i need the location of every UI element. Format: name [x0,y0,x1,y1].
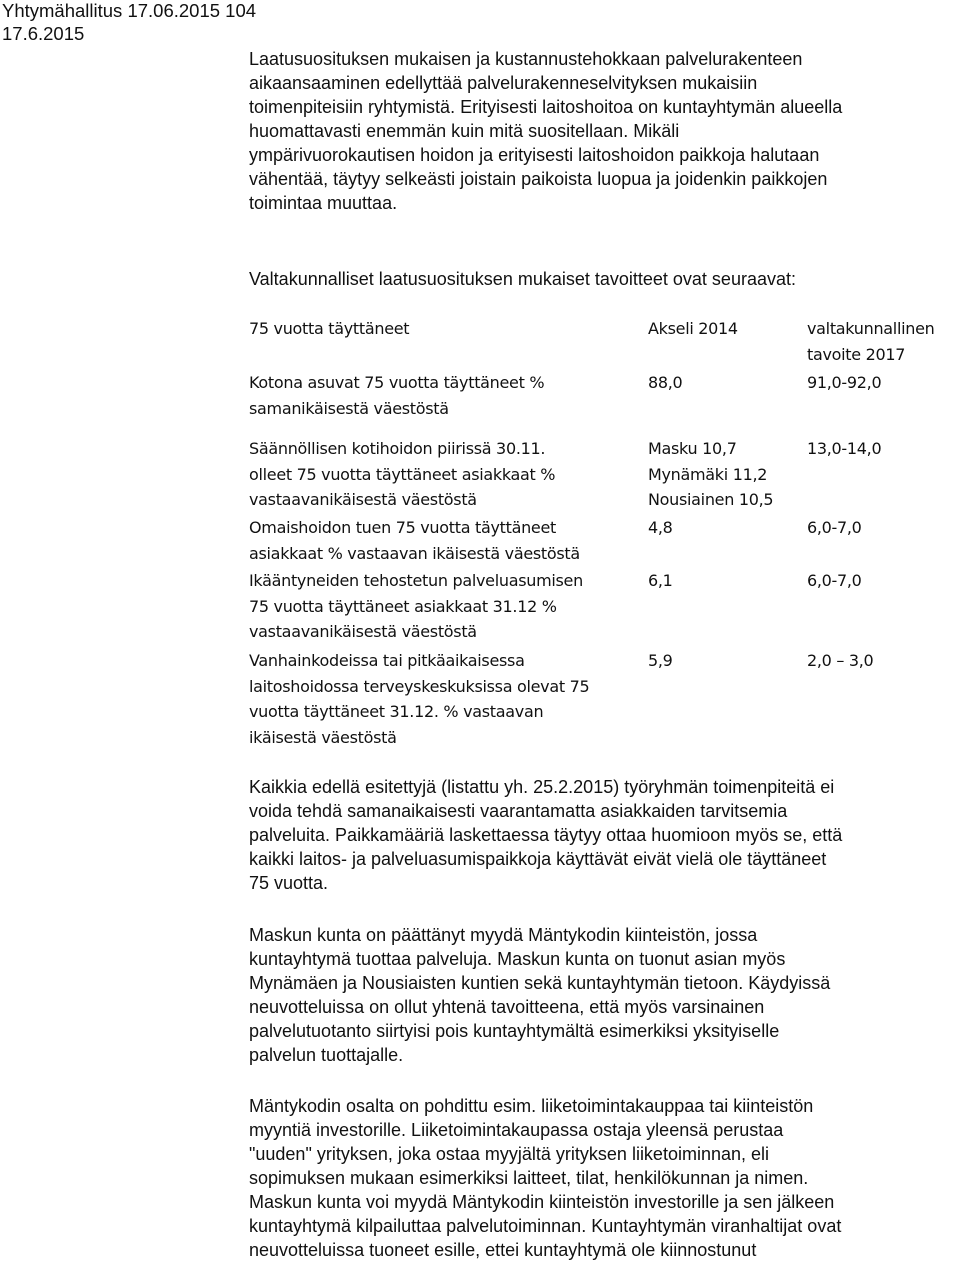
table-cell-label [249,436,555,513]
cell-line: 88,0 [648,373,683,392]
cell-line: vuotta täyttäneet 31.12. % vastaavan [249,702,544,721]
mantykoti-paragraph [249,1094,954,1262]
cell-line: tavoite 2017 [807,344,906,364]
text-line: palvelun tuottajalle. [249,1045,404,1065]
cell-line: 75 vuotta täyttäneet asiakkaat 31.12 % [249,596,557,616]
text-line: Maskun kunta voi myydä Mäntykodin kiinteistön investorille ja sen jälkeen [249,1192,835,1212]
text-line: Maskun kunta on päättänyt myydä Mäntykodin kiinteistön, jossa [249,925,758,945]
table-cell-label [249,370,544,421]
table-header-cell [807,316,934,367]
cell-line: 13,0-14,0 [807,439,882,458]
table-cell-akseli [648,648,673,674]
cell-line: 6,0-7,0 [807,571,862,590]
cell-line: Mynämäki 11,2 [648,464,768,484]
text-line: voida tehdä samanaikaisesti vaarantamatta asiakkaiden tarvitsemia [249,801,788,821]
text-line: neuvotteluissa on ollut yhtenä tavoitteena, että myös varsinainen [249,997,765,1017]
cell-line: Kotona asuvat 75 vuotta täyttäneet % [249,373,545,392]
text-line: palveluita. Paikkamääriä laskettaessa täytyy ottaa huomioon myös se, että [249,825,843,845]
text-line: 75 vuotta. [249,873,329,893]
text-line: Mynämäen ja Nousiaisten kuntien sekä kuntayhtymän tietoon. Käydyissä [249,973,831,993]
targets-intro-paragraph [249,267,954,291]
text-line: Valtakunnalliset laatusuosituksen mukaiset tavoitteet ovat seuraavat: [249,269,796,289]
text-line: Mäntykodin osalta on pohdittu esim. liiketoimintakauppaa tai kiinteistön [249,1096,814,1116]
table-cell-target [807,515,862,541]
text-line: palvelutuotanto siirtyisi pois kuntayhtymältä esimerkiksi yksityiselle [249,1021,780,1041]
table-cell-target [807,648,873,674]
document-header-title: Yhtymähallitus 17.06.2015 104 [2,0,257,21]
intro-paragraph [249,47,954,215]
cell-line: Akseli 2014 [648,319,738,338]
table-header-cell [648,316,738,342]
table-cell-target [807,436,881,462]
text-line: kaikki laitos- ja palveluasumispaikkoja käyttävät eivät vielä ole täyttäneet [249,849,827,869]
table-cell-target [807,370,881,396]
cell-line: olleet 75 vuotta täyttäneet asiakkaat % [249,464,556,484]
table-cell-label [249,648,589,750]
text-line: sopimuksen mukaan esimerkiksi laitteet, tilat, henkilökunnan ja nimen. [249,1168,809,1188]
cell-line: 6,1 [648,571,673,590]
text-line: Kaikkia edellä esitettyjä (listattu yh. 25.2.2015) työryhmän toimenpiteitä ei [249,777,835,797]
table-header-cell [249,316,409,342]
text-line: Laatusuosituksen mukaisen ja kustannustehokkaan palvelurakenteen [249,49,803,69]
text-line: ympärivuorokautisen hoidon ja erityisesti laitoshoidon paikkoja halutaan [249,145,820,165]
cell-line: asiakkaat % vastaavan ikäisestä väestöstä [249,543,580,563]
cell-line: Omaishoidon tuen 75 vuotta täyttäneet [249,518,556,537]
text-line: toimintaa muuttaa. [249,193,398,213]
text-line: vähentää, täytyy selkeästi joistain paikoista luopua ja joidenkin paikkojen [249,169,828,189]
cell-line: samanikäisestä väestöstä [249,398,449,418]
text-line: kuntayhtymä tuottaa palveluja. Maskun kunta on tuonut asian myös [249,949,786,969]
text-line: aikaansaaminen edellyttää palvelurakenneselvityksen mukaisiin [249,73,758,93]
cell-line: Säännöllisen kotihoidon piirissä 30.11. [249,439,546,458]
table-cell-target [807,568,862,594]
cell-line: laitoshoidossa terveyskeskuksissa olevat 75 [249,676,590,696]
text-line: kuntayhtymä kilpailuttaa palvelutoiminnan. Kuntayhtymän viranhaltijat ovat [249,1216,842,1236]
text-line: huomattavasti enemmän kuin mitä suositellaan. Mikäli [249,121,680,141]
table-cell-label [249,568,583,645]
cell-line: Vanhainkodeissa tai pitkäaikaisessa [249,651,525,670]
masku-paragraph [249,923,954,1067]
cell-line: ikäisestä väestöstä [249,727,397,747]
table-cell-akseli [648,370,682,396]
text-line: myyntiä investorille. Liiketoimintakaupassa ostaja yleensä perustaa [249,1120,784,1140]
cell-line: Nousiainen 10,5 [648,490,774,509]
summary-paragraph [249,775,954,895]
table-cell-akseli [648,436,773,513]
cell-line: vastaavanikäisestä väestöstä [249,622,477,641]
cell-line: 6,0-7,0 [807,518,862,537]
text-line: "uuden" yrityksen, joka ostaa myyjältä yrityksen liiketoiminnan, eli [249,1144,770,1164]
document-header-date: 17.6.2015 [2,23,85,44]
text-line: toimenpiteisiin ryhtymistä. Erityisesti laitoshoitoa on kuntayhtymän alueella [249,97,843,117]
cell-line: Masku 10,7 [648,439,737,458]
text-line: neuvotteluissa tuoneet esille, ettei kuntayhtymä ole kiinnostunut [249,1240,757,1260]
table-cell-akseli [648,515,673,541]
cell-line: 75 vuotta täyttäneet [249,319,410,338]
cell-line: 2,0 – 3,0 [807,651,874,670]
table-cell-label [249,515,580,566]
cell-line: Ikääntyneiden tehostetun palveluasumisen [249,571,583,590]
cell-line: 91,0-92,0 [807,373,882,392]
cell-line: 4,8 [648,518,673,537]
table-cell-akseli [648,568,673,594]
cell-line: 5,9 [648,651,673,670]
cell-line: vastaavanikäisestä väestöstä [249,490,477,509]
cell-line: valtakunnallinen [807,319,935,338]
